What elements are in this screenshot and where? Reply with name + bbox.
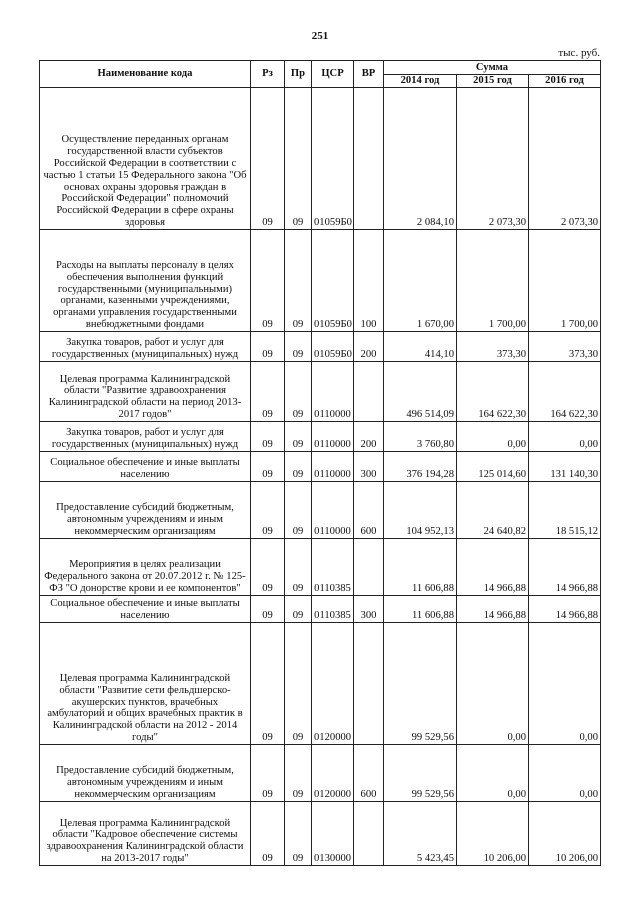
row-vr: 600 — [354, 482, 384, 539]
row-sum-2016: 164 622,30 — [529, 362, 601, 422]
row-rz: 09 — [251, 596, 285, 623]
row-pr: 09 — [285, 482, 312, 539]
row-sum-2014: 376 194,28 — [384, 452, 457, 482]
row-vr: 200 — [354, 332, 384, 362]
row-sum-2014: 496 514,09 — [384, 362, 457, 422]
row-name: Социальное обеспечение и иные выплаты населению — [40, 596, 251, 623]
table-row — [40, 539, 601, 596]
table-row — [40, 745, 601, 802]
row-sum-2014: 1 670,00 — [384, 230, 457, 332]
row-sum-2016: 14 966,88 — [529, 596, 601, 623]
row-sum-2016: 18 515,12 — [529, 482, 601, 539]
row-sum-2016: 10 206,00 — [529, 802, 601, 866]
row-pr: 09 — [285, 88, 312, 230]
table-row — [40, 596, 601, 623]
row-pr: 09 — [285, 422, 312, 452]
table-row — [40, 623, 601, 745]
row-vr: 300 — [354, 452, 384, 482]
row-sum-2015: 164 622,30 — [457, 362, 529, 422]
header-pr: Пр — [285, 61, 312, 88]
row-name: Целевая программа Калининградской области "Развитие здравоохранения Калининградской области на период 2013-2017 годов" — [40, 362, 251, 422]
row-pr: 09 — [285, 596, 312, 623]
row-pr: 09 — [285, 623, 312, 745]
header-year-2014: 2014 год — [384, 75, 457, 88]
row-sum-2015: 0,00 — [457, 745, 529, 802]
row-vr: 200 — [354, 422, 384, 452]
row-name: Целевая программа Калининградской области "Кадровое обеспечение системы здравоохранения Калининградской области на 2013-2017 годы" — [40, 802, 251, 866]
row-sum-2016: 2 073,30 — [529, 88, 601, 230]
row-name: Мероприятия в целях реализации Федерального закона от 20.07.2012 г. № 125-ФЗ "О донорстве крови и ее компонентов" — [40, 539, 251, 596]
row-csr: 0110000 — [312, 362, 354, 422]
row-sum-2016: 0,00 — [529, 623, 601, 745]
table-row — [40, 362, 601, 422]
table-row — [40, 452, 601, 482]
table-row — [40, 88, 601, 230]
header-csr: ЦСР — [312, 61, 354, 88]
row-sum-2014: 11 606,88 — [384, 539, 457, 596]
header-year-2015: 2015 год — [457, 75, 529, 88]
row-pr: 09 — [285, 745, 312, 802]
row-name: Закупка товаров, работ и услуг для государственных (муниципальных) нужд — [40, 422, 251, 452]
row-vr — [354, 623, 384, 745]
row-sum-2014: 99 529,56 — [384, 623, 457, 745]
page-number: 251 — [311, 30, 329, 42]
row-name: Предоставление субсидий бюджетным, автономным учреждениям и иным некоммерческим организациям — [40, 482, 251, 539]
row-pr: 09 — [285, 452, 312, 482]
table-row — [40, 482, 601, 539]
row-rz: 09 — [251, 362, 285, 422]
row-csr: 01059Б0 — [312, 230, 354, 332]
header-rz: Рз — [251, 61, 285, 88]
row-sum-2016: 1 700,00 — [529, 230, 601, 332]
table-row — [40, 802, 601, 866]
row-sum-2015: 0,00 — [457, 623, 529, 745]
row-rz: 09 — [251, 230, 285, 332]
row-sum-2014: 2 084,10 — [384, 88, 457, 230]
row-sum-2015: 14 966,88 — [457, 596, 529, 623]
row-sum-2014: 104 952,13 — [384, 482, 457, 539]
row-sum-2014: 3 760,80 — [384, 422, 457, 452]
row-vr: 100 — [354, 230, 384, 332]
row-name: Закупка товаров, работ и услуг для государственных (муниципальных) нужд — [40, 332, 251, 362]
budget-table — [39, 60, 601, 866]
row-sum-2016: 131 140,30 — [529, 452, 601, 482]
row-csr: 0120000 — [312, 623, 354, 745]
row-rz: 09 — [251, 88, 285, 230]
row-rz: 09 — [251, 332, 285, 362]
row-sum-2014: 5 423,45 — [384, 802, 457, 866]
row-csr: 0130000 — [312, 802, 354, 866]
row-sum-2015: 373,30 — [457, 332, 529, 362]
row-sum-2014: 414,10 — [384, 332, 457, 362]
row-csr: 0110000 — [312, 422, 354, 452]
row-vr — [354, 362, 384, 422]
row-sum-2015: 14 966,88 — [457, 539, 529, 596]
row-sum-2014: 11 606,88 — [384, 596, 457, 623]
row-name: Социальное обеспечение и иные выплаты населению — [40, 452, 251, 482]
row-rz: 09 — [251, 482, 285, 539]
row-name: Расходы на выплаты персоналу в целях обеспечения выполнения функций государственными (муниципальными) органами, казенными учреждениями, органами управления государственными внебюджетными фондами — [40, 230, 251, 332]
table-row — [40, 230, 601, 332]
row-rz: 09 — [251, 745, 285, 802]
table-body — [40, 88, 601, 866]
row-csr: 0110385 — [312, 596, 354, 623]
row-pr: 09 — [285, 362, 312, 422]
row-pr: 09 — [285, 230, 312, 332]
row-vr — [354, 88, 384, 230]
row-csr: 01059Б0 — [312, 332, 354, 362]
row-csr: 0120000 — [312, 745, 354, 802]
units-label: тыс. руб. — [558, 47, 600, 59]
table-row — [40, 422, 601, 452]
row-vr — [354, 802, 384, 866]
row-csr: 0110000 — [312, 452, 354, 482]
table-row — [40, 332, 601, 362]
row-vr — [354, 539, 384, 596]
row-name: Осуществление переданных органам государственной власти субъектов Российской Федерации в соответствии с частью 1 статьи 15 Федерального закона "Об основах охраны здоровья граждан в Российской Федерации" полномочий Российской Федерации в сфере охраны здоровья — [40, 88, 251, 230]
row-csr: 0110000 — [312, 482, 354, 539]
row-sum-2016: 14 966,88 — [529, 539, 601, 596]
row-pr: 09 — [285, 539, 312, 596]
row-sum-2016: 0,00 — [529, 422, 601, 452]
header-sum: Сумма — [384, 61, 601, 75]
row-sum-2015: 2 073,30 — [457, 88, 529, 230]
row-csr: 01059Б0 — [312, 88, 354, 230]
header-vr: ВР — [354, 61, 384, 88]
row-sum-2016: 373,30 — [529, 332, 601, 362]
row-sum-2015: 0,00 — [457, 422, 529, 452]
row-sum-2015: 125 014,60 — [457, 452, 529, 482]
row-rz: 09 — [251, 539, 285, 596]
row-vr: 600 — [354, 745, 384, 802]
row-vr: 300 — [354, 596, 384, 623]
header-name: Наименование кода — [40, 61, 251, 88]
row-pr: 09 — [285, 802, 312, 866]
row-sum-2015: 1 700,00 — [457, 230, 529, 332]
row-rz: 09 — [251, 802, 285, 866]
row-csr: 0110385 — [312, 539, 354, 596]
row-sum-2015: 24 640,82 — [457, 482, 529, 539]
row-sum-2016: 0,00 — [529, 745, 601, 802]
row-rz: 09 — [251, 422, 285, 452]
row-rz: 09 — [251, 623, 285, 745]
row-sum-2015: 10 206,00 — [457, 802, 529, 866]
row-name: Целевая программа Калининградской области "Развитие сети фельдшерско-акушерских пунктов, врачебных амбулаторий и общих врачебных практик в Калининградской области на 2012 - 2014 годы" — [40, 623, 251, 745]
row-pr: 09 — [285, 332, 312, 362]
row-sum-2014: 99 529,56 — [384, 745, 457, 802]
row-rz: 09 — [251, 452, 285, 482]
header-year-2016: 2016 год — [529, 75, 601, 88]
row-name: Предоставление субсидий бюджетным, автономным учреждениям и иным некоммерческим организациям — [40, 745, 251, 802]
